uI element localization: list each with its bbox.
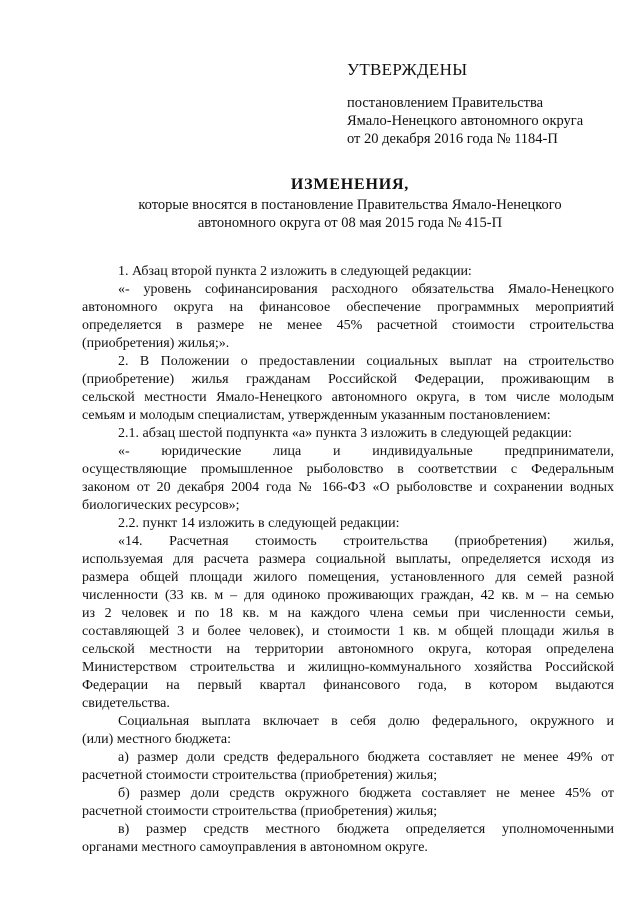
body-line: сельской местности Ямало-Ненецкого автономного округа, в том числе молодым [82,390,614,405]
body-line: 1. Абзац второй пункта 2 изложить в следующей редакции: [118,264,472,279]
body-line: используемая для расчета размера социальной выплаты, определяется исходя из [82,552,614,567]
body-line: Социальная выплата включает в себя долю федерального, окружного и [118,714,614,729]
body-line: составляющей 3 и более человек), и стоимости 1 кв. м общей площади жилья в [82,624,614,639]
body-line: 2.1. абзац шестой подпункта «а» пункта 3 изложить в следующей редакции: [118,426,572,441]
body-line: (приобретение) жилья гражданам Российской Федерации, проживающим в [82,372,614,387]
heading-subtitle-line: которые вносятся в постановление Правительства Ямало-Ненецкого [138,197,562,213]
body-line: в) размер средств местного бюджета определяется уполномоченными [118,822,614,837]
heading-subtitle-line: автономного округа от 08 мая 2015 года № 415-П [197,215,503,231]
body-line: (или) местного бюджета: [82,732,232,747]
approval-line: от 20 декабря 2016 года № 1184-П [347,131,558,147]
body-line: расчетной стоимости строительства (приобретения) жилья; [82,768,438,783]
body-line: сельской местности на территории автономного округа, которая определена [82,642,614,657]
approval-line: Ямало-Ненецкого автономного округа [347,113,584,129]
body-line: размера общей площади жилого помещения, установленного для семей разной [82,570,614,585]
body-line: «- юридические лица и индивидуальные предприниматели, [118,444,614,459]
approval-title: УТВЕРЖДЕНЫ [347,60,468,79]
body-line: автономного округа на финансовое обеспечение программных мероприятий [82,300,614,315]
body-line: органами местного самоуправления в автономном округе. [82,840,428,855]
body-line: семьям и молодым специалистам, утвержденным указанным постановлением: [82,408,551,423]
body-line: из 2 человек и по 18 кв. м на каждого члена семьи при численности семьи, [82,606,614,621]
approval-block [347,58,627,148]
body-line: «14. Расчетная стоимость строительства (приобретения) жилья, [118,534,614,549]
body-line: Федерации на первый квартал финансового года, в котором выдаются [82,678,614,693]
body-line: расчетной стоимости строительства (приобретения) жилья; [82,804,438,819]
body-line: б) размер доли средств окружного бюджета составляет не менее 45% от [118,786,614,801]
body-line: (приобретения) жилья;». [82,336,230,351]
body-line: биологических ресурсов»; [82,498,240,513]
body-line: 2. В Положении о предоставлении социальных выплат на строительство [118,354,614,369]
body-line: численности (33 кв. м – для одиноко проживающих граждан, 42 кв. м – на семью [82,588,614,603]
body-line: а) размер доли средств федерального бюджета составляет не менее 49% от [118,750,614,765]
body-line: 2.2. пункт 14 изложить в следующей редакции: [118,516,400,531]
body-line: Министерством строительства и жилищно-коммунального хозяйства Российской [82,660,614,675]
body-line: законом от 20 декабря 2004 года № 166-ФЗ «О рыболовстве и сохранении водных [82,480,614,495]
heading-title: ИЗМЕНЕНИЯ, [290,176,410,193]
approval-line: постановлением Правительства [347,95,544,111]
body-line: определяется в размере не менее 45% расчетной стоимости строительства [82,318,614,333]
body-line: свидетельства. [82,696,170,711]
document-body [82,263,614,857]
body-line: «- уровень софинансирования расходного обязательства Ямало-Ненецкого [118,282,614,297]
document-heading [80,174,620,232]
body-line: осуществляющие промышленное рыболовство в соответствии с Федеральным [82,462,614,477]
